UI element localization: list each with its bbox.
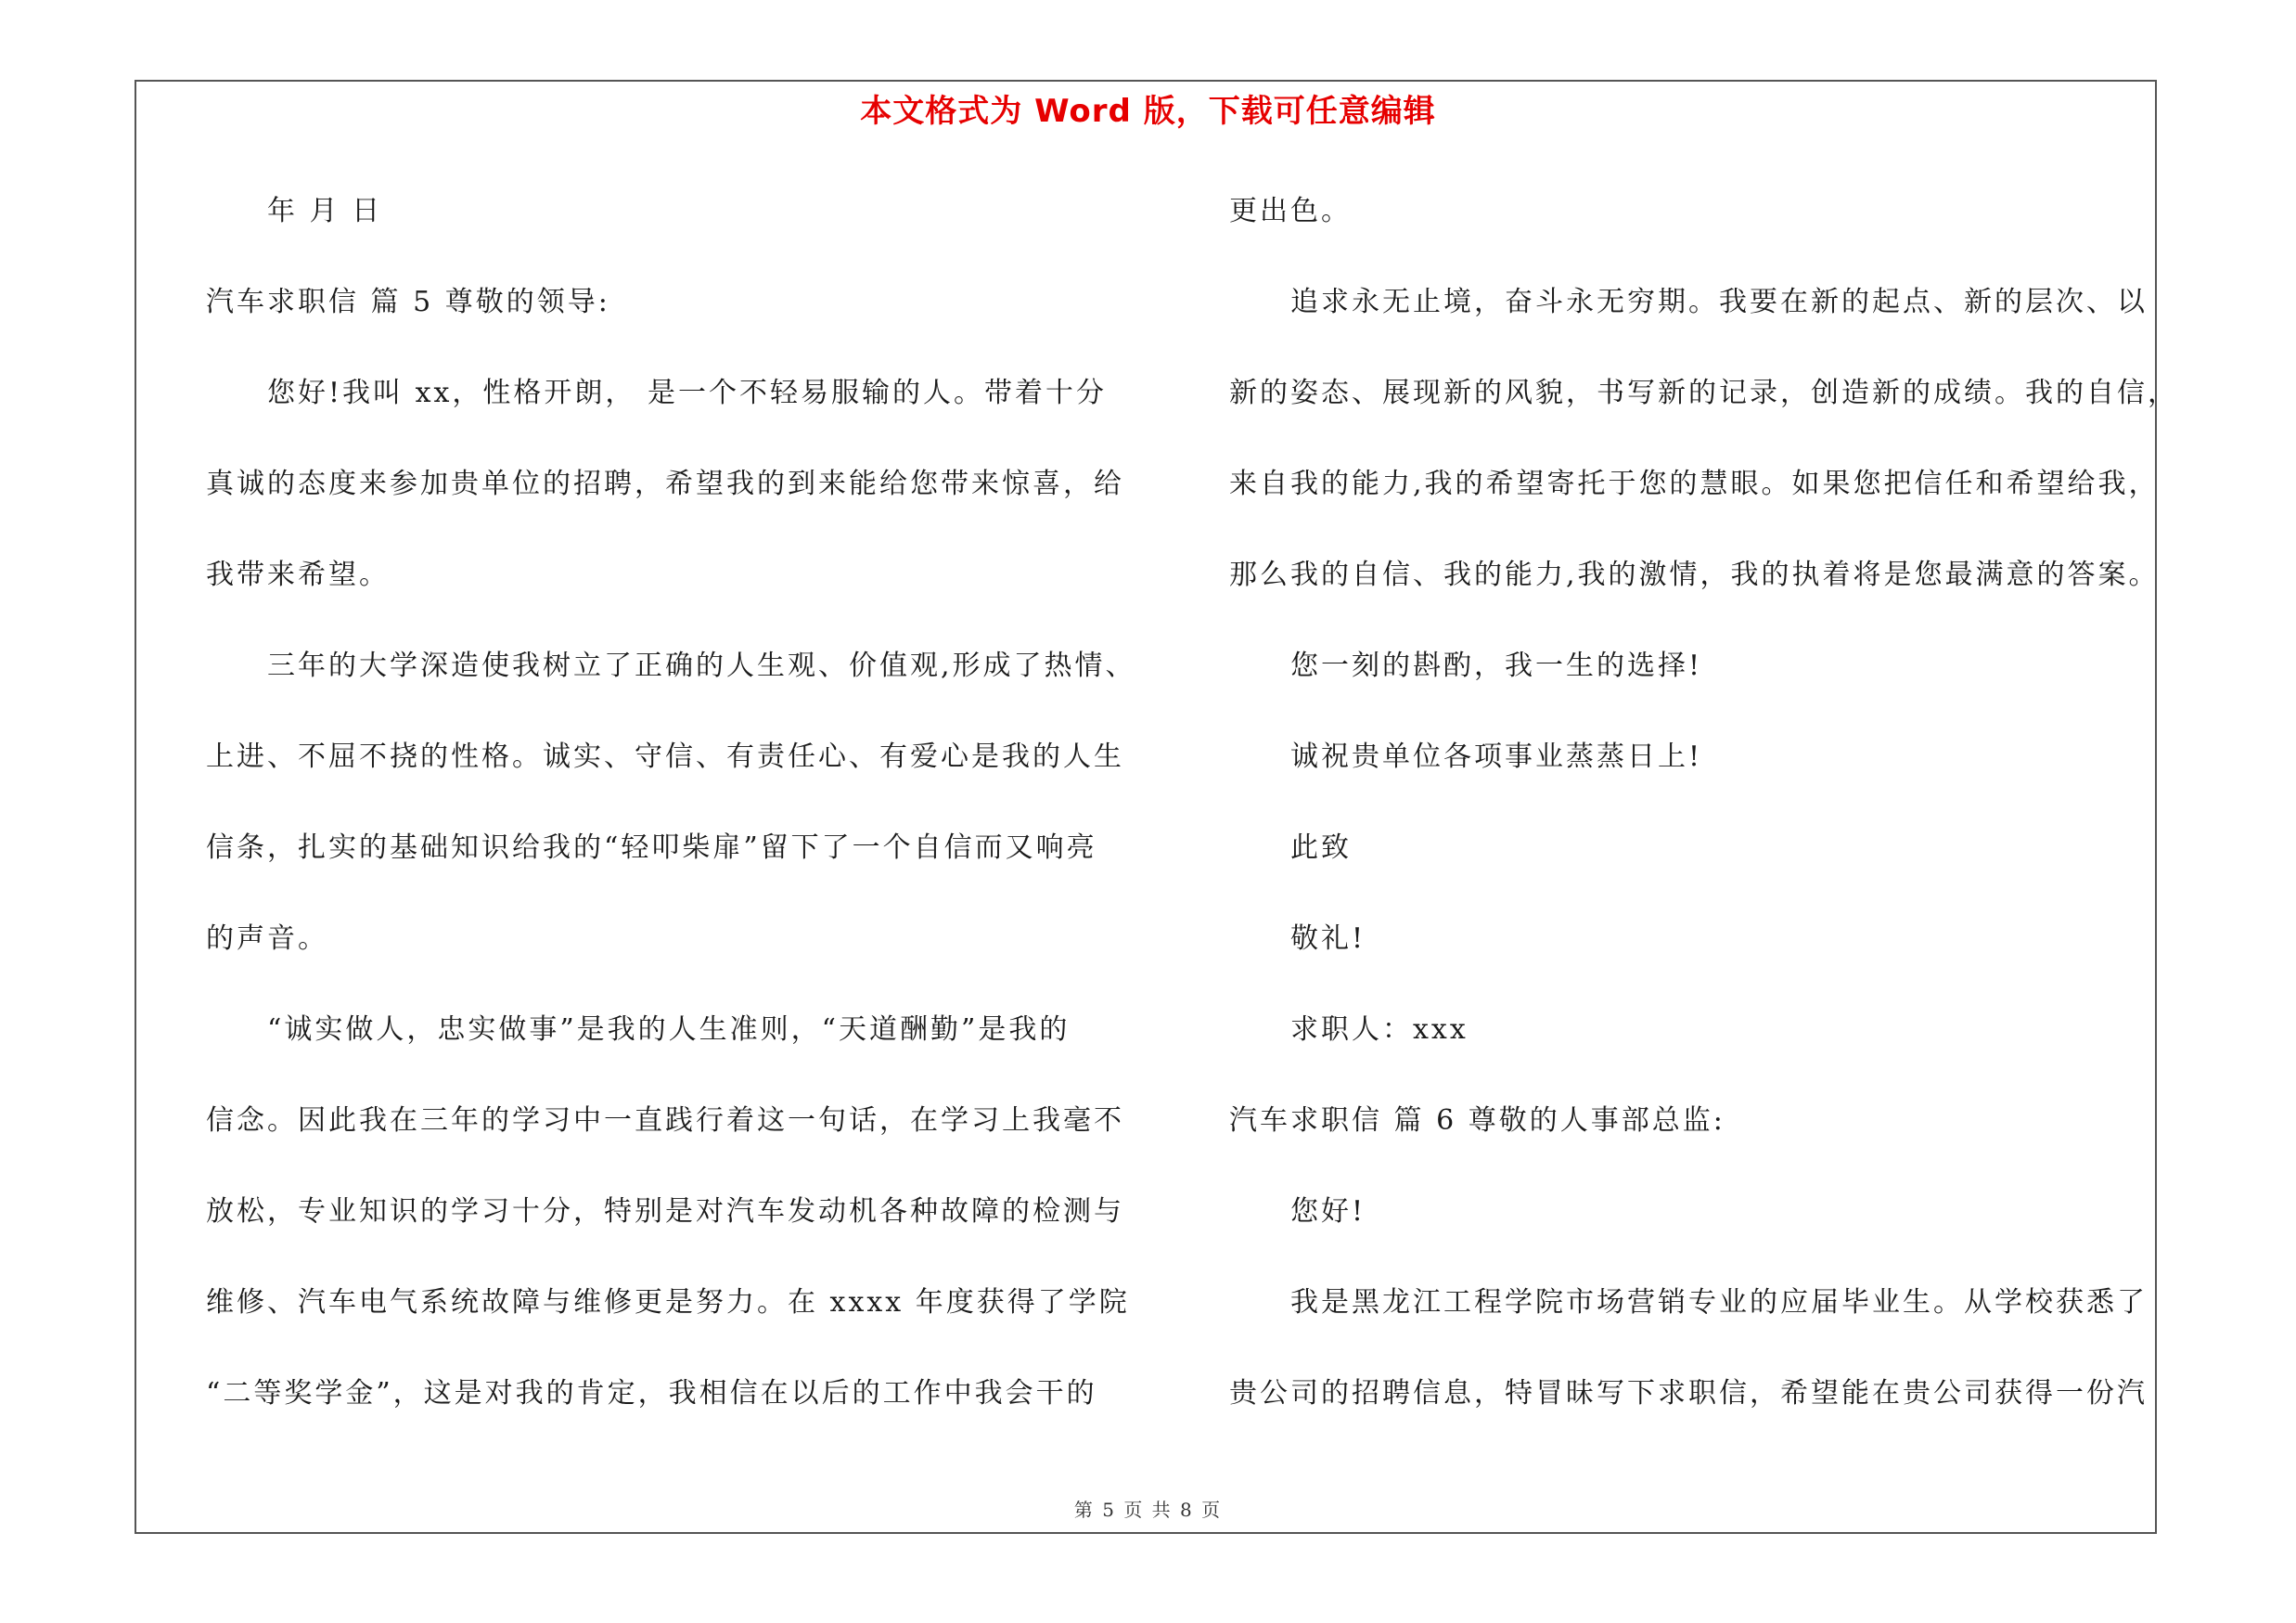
- text-line: 您一刻的斟酌，我一生的选择!: [1290, 650, 1703, 682]
- text-line: 信条，扎实的基础知识给我的“轻叩柴扉”留下了一个自信而又响亮: [206, 831, 1097, 864]
- text-line: 年 月 日: [267, 195, 383, 227]
- text-line: 那么我的自信、我的能力,我的激情，我的执着将是您最满意的答案。: [1229, 559, 2160, 591]
- text-line: 的声音。: [206, 922, 328, 955]
- text-line: 我是黑龙江工程学院市场营销专业的应届毕业生。从学校获悉了: [1290, 1286, 2148, 1319]
- text-line: “诚实做人，忠实做事”是我的人生准则，“天道酬勤”是我的: [267, 1013, 1071, 1046]
- text-line: 敬礼!: [1290, 922, 1366, 955]
- text-line: 追求永无止境，奋斗永无穷期。我要在新的起点、新的层次、以: [1290, 286, 2148, 318]
- text-line: 来自我的能力,我的希望寄托于您的慧眼。如果您把信任和希望给我，: [1229, 468, 2160, 500]
- text-line: 汽车求职信 篇 5 尊敬的领导:: [206, 286, 610, 318]
- text-line: 信念。因此我在三年的学习中一直践行着这一句话，在学习上我毫不: [206, 1104, 1124, 1137]
- text-line: 此致: [1290, 831, 1352, 864]
- text-line: 更出色。: [1229, 195, 1352, 227]
- text-line: 贵公司的招聘信息，特冒昧写下求职信，希望能在贵公司获得一份汽: [1229, 1377, 2148, 1410]
- format-banner: 本文格式为 Word 版，下载可任意编辑: [860, 93, 1436, 130]
- text-line: 维修、汽车电气系统故障与维修更是努力。在 xxxx 年度获得了学院: [206, 1286, 1130, 1319]
- text-line: “二等奖学金”，这是对我的肯定，我相信在以后的工作中我会干的: [206, 1377, 1097, 1410]
- text-line: 汽车求职信 篇 6 尊敬的人事部总监:: [1229, 1104, 1725, 1137]
- text-line: 您好!我叫 xx，性格开朗， 是一个不轻易服输的人。带着十分: [267, 377, 1107, 409]
- text-line: 新的姿态、展现新的风貌，书写新的记录，创造新的成绩。我的自信，: [1229, 377, 2178, 409]
- text-line: 上进、不屈不挠的性格。诚实、守信、有责任心、有爱心是我的人生: [206, 741, 1124, 773]
- text-line: 诚祝贵单位各项事业蒸蒸日上!: [1290, 741, 1703, 773]
- text-line: 我带来希望。: [206, 559, 390, 591]
- text-line: 真诚的态度来参加贵单位的招聘，希望我的到来能给您带来惊喜，给: [206, 468, 1124, 500]
- text-line: 三年的大学深造使我树立了正确的人生观、价值观,形成了热情、: [267, 650, 1136, 682]
- text-line: 求职人：xxx: [1290, 1013, 1469, 1046]
- text-line: 放松，专业知识的学习十分，特别是对汽车发动机各种故障的检测与: [206, 1195, 1124, 1228]
- page-footer: 第 5 页 共 8 页: [1073, 1499, 1223, 1521]
- text-line: 您好!: [1290, 1195, 1366, 1228]
